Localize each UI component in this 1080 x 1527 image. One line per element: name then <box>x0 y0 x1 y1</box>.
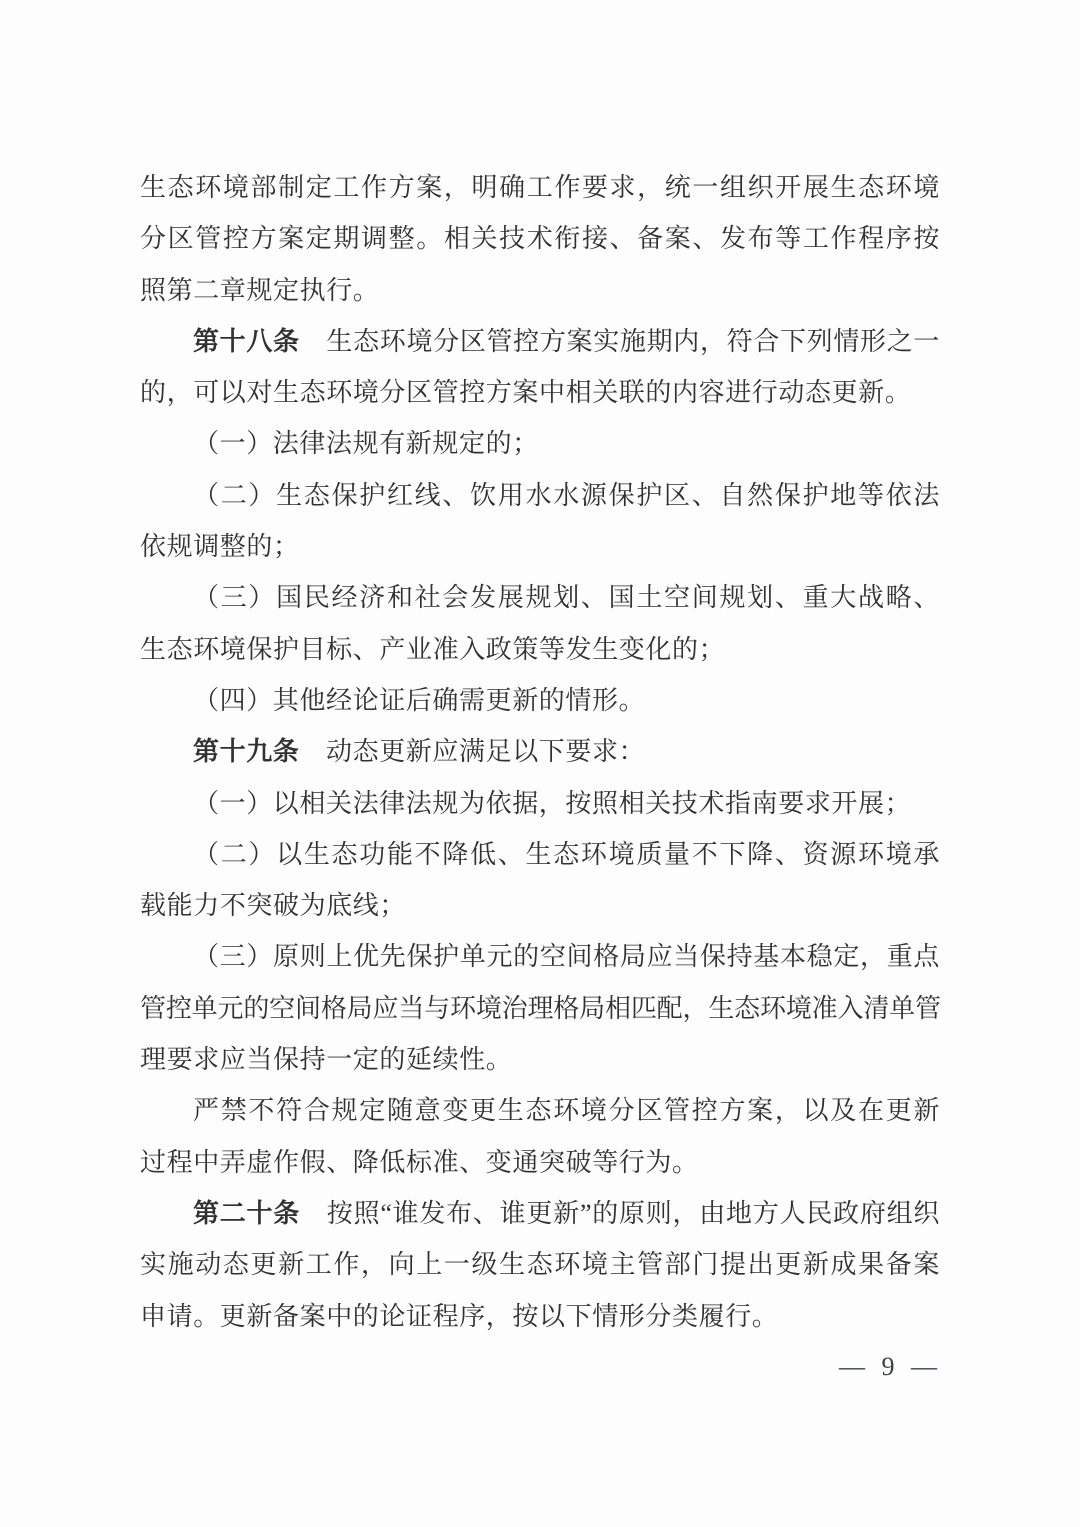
text-run: （四）其他经论证后确需更新的情形。 <box>193 685 646 715</box>
text-line <box>140 675 940 726</box>
text-run: 生态环境分区管控方案实施期内，符合下列情形之一 <box>299 326 940 356</box>
text-run: （二）以生态功能不降低、生态环境质量不下降、资源环境承 <box>193 839 940 869</box>
text-run: （三）国民经济和社会发展规划、国土空间规划、重大战略、 <box>193 583 940 613</box>
text-run: 载能力不突破为底线； <box>140 891 407 921</box>
text-line <box>140 162 940 213</box>
text-run: （二）生态保护红线、饮用水水源保护区、自然保护地等依法 <box>193 480 940 510</box>
text-line <box>140 1291 940 1342</box>
text-line <box>140 572 940 623</box>
text-line <box>140 726 940 777</box>
text-run: 生态环境部制定工作方案，明确工作要求，统一组织开展生态环境 <box>140 173 940 202</box>
text-line <box>140 1188 940 1239</box>
text-line <box>140 880 940 931</box>
text-run: 实施动态更新工作，向上一级生态环境主管部门提出更新成果备案 <box>140 1250 940 1280</box>
text-run: 申请。更新备案中的论证程序，按以下情形分类履行。 <box>140 1301 779 1331</box>
text-line <box>140 1239 940 1290</box>
text-run: 照第二章规定执行。 <box>140 275 380 305</box>
article-heading: 第十九条 <box>193 737 300 767</box>
text-line <box>140 213 940 264</box>
text-run: 生态环境保护目标、产业准入政策等发生变化的； <box>140 634 726 664</box>
document-body <box>140 162 940 1342</box>
text-line <box>140 778 940 829</box>
text-run: 按照“谁发布、谁更新”的原则，由地方人民政府组织 <box>300 1198 940 1228</box>
text-run: 管控单元的空间格局应当与环境治理格局相匹配，生态环境准入清单管 <box>140 993 940 1023</box>
text-line <box>140 418 940 469</box>
text-run: （一）法律法规有新规定的； <box>193 429 539 459</box>
text-line <box>140 1034 940 1085</box>
text-run: 严禁不符合规定随意变更生态环境分区管控方案，以及在更新 <box>193 1096 940 1126</box>
text-run: 的，可以对生态环境分区管控方案中相关联的内容进行动态更新。 <box>140 378 912 408</box>
text-line <box>140 829 940 880</box>
article-heading: 第十八条 <box>193 326 300 356</box>
text-run: 动态更新应满足以下要求： <box>299 737 646 767</box>
text-run: （一）以相关法律法规为依据，按照相关技术指南要求开展； <box>193 788 912 818</box>
text-line <box>140 470 940 521</box>
text-run: 理要求应当保持一定的延续性。 <box>140 1045 513 1075</box>
text-line <box>140 983 940 1034</box>
text-line <box>140 316 940 367</box>
text-line <box>140 1137 940 1188</box>
page-number: — 9 — <box>839 1352 942 1381</box>
article-heading: 第二十条 <box>193 1198 301 1228</box>
text-run: （三）原则上优先保护单元的空间格局应当保持基本稳定，重点 <box>193 942 940 972</box>
text-run: 分区管控方案定期调整。相关技术衔接、备案、发布等工作程序按 <box>140 224 940 254</box>
text-line <box>140 367 940 418</box>
text-run: 过程中弄虚作假、降低标准、变通突破等行为。 <box>140 1147 699 1177</box>
text-line <box>140 1085 940 1136</box>
text-run: 依规调整的； <box>140 532 300 562</box>
text-line <box>140 624 940 675</box>
text-line <box>140 931 940 982</box>
text-line <box>140 521 940 572</box>
text-line <box>140 265 940 316</box>
